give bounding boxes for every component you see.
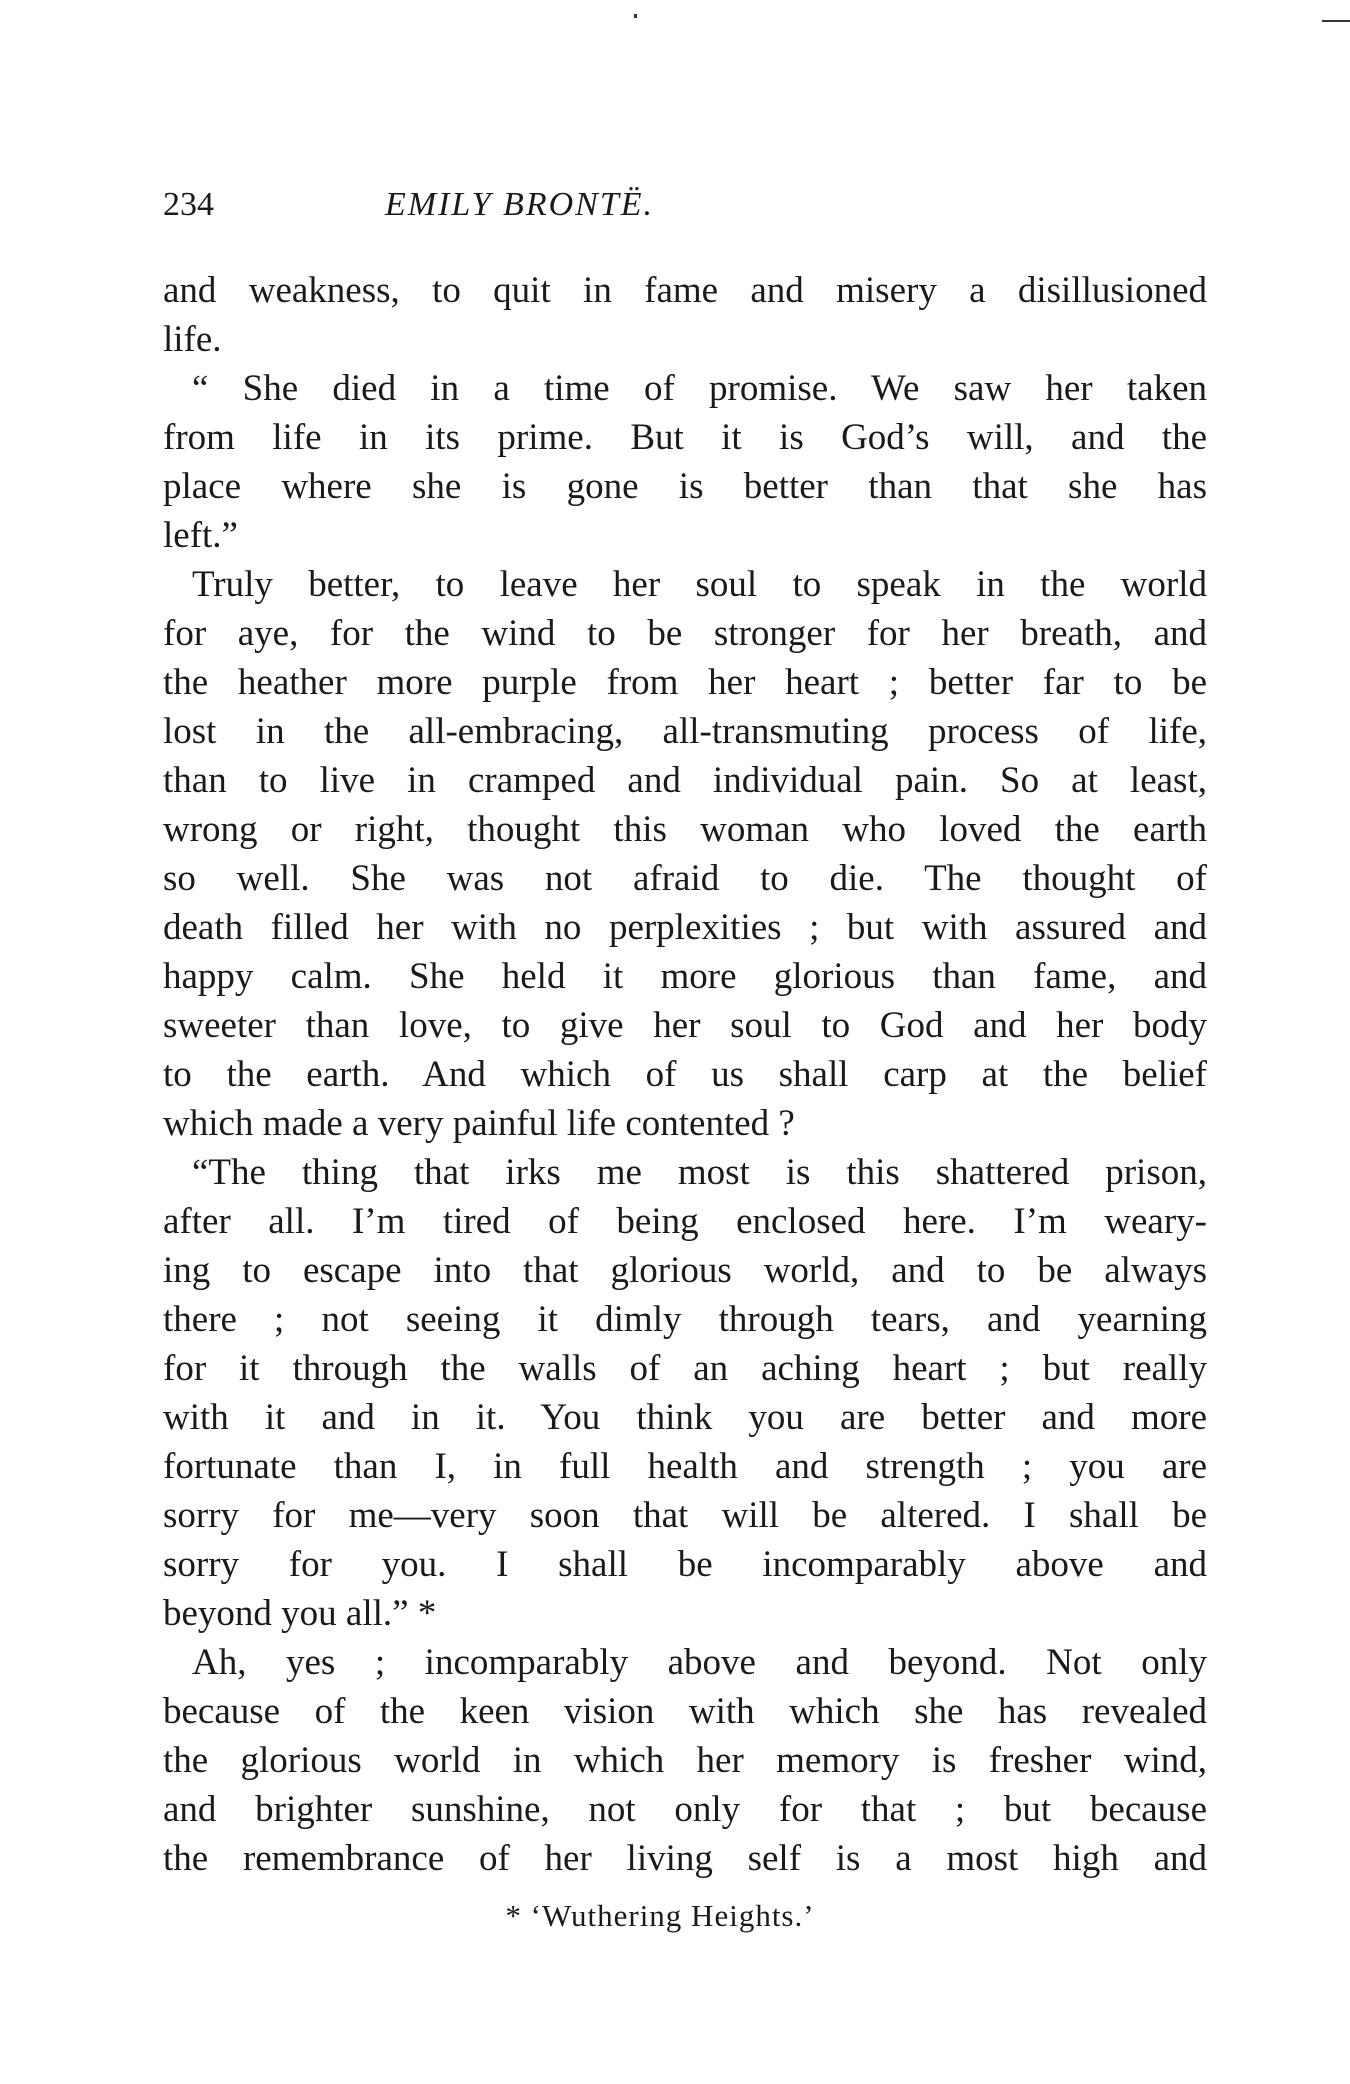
- page-number: 234: [163, 186, 214, 223]
- text-line: Truly better, to leave her soul to speak in the world: [192, 564, 1207, 605]
- text-line: there ; not seeing it dimly through tears, and yearning: [163, 1299, 1207, 1340]
- text-line: death filled her with no perplexities ; but with assured and: [163, 907, 1207, 948]
- text-line: the glorious world in which her memory is fresher wind,: [163, 1740, 1207, 1781]
- text-line: beyond you all.” *: [163, 1593, 437, 1634]
- text-line: and weakness, to quit in fame and misery a disillusioned: [163, 270, 1207, 311]
- text-line: the remembrance of her living self is a most high and: [163, 1838, 1207, 1879]
- scan-speck: [634, 14, 637, 18]
- text-line: happy calm. She held it more glorious than fame, and: [163, 956, 1207, 997]
- running-header: [163, 186, 1207, 236]
- paragraph: [163, 1638, 1207, 1883]
- text-line: for it through the walls of an aching heart ; but really: [163, 1348, 1207, 1389]
- text-line: “ She died in a time of promise. We saw her taken: [192, 368, 1207, 409]
- text-line: from life in its prime. But it is God’s will, and the: [163, 417, 1207, 458]
- text-line: after all. I’m tired of being enclosed here. I’m weary-: [163, 1201, 1207, 1242]
- text-line: for aye, for the wind to be stronger for her breath, and: [163, 613, 1207, 654]
- text-line: which made a very painful life contented ?: [163, 1103, 795, 1144]
- text-line: left.”: [163, 515, 238, 556]
- text-line: wrong or right, thought this woman who loved the earth: [163, 809, 1207, 850]
- paragraph: [163, 560, 1207, 1148]
- text-line: to the earth. And which of us shall carp at the belief: [163, 1054, 1207, 1095]
- text-line: sorry for you. I shall be incomparably above and: [163, 1544, 1207, 1585]
- text-line: ing to escape into that glorious world, and to be always: [163, 1250, 1207, 1291]
- paragraph: [163, 364, 1207, 560]
- text-line: with it and in it. You think you are better and more: [163, 1397, 1207, 1438]
- footnote-text: * ‘Wuthering Heights.’: [505, 1898, 815, 1933]
- scan-edge-mark: [1322, 20, 1350, 22]
- text-line: than to live in cramped and individual pain. So at least,: [163, 760, 1207, 801]
- paragraph: [163, 1148, 1207, 1638]
- page-body: [163, 266, 1207, 1883]
- paragraph: [163, 266, 1207, 364]
- text-line: sorry for me—very soon that will be altered. I shall be: [163, 1495, 1207, 1536]
- running-title: EMILY BRONTË.: [385, 186, 654, 223]
- text-line: lost in the all-embracing, all-transmuting process of life,: [163, 711, 1207, 752]
- text-line: life.: [163, 319, 222, 360]
- text-line: because of the keen vision with which she has revealed: [163, 1691, 1207, 1732]
- text-line: fortunate than I, in full health and strength ; you are: [163, 1446, 1207, 1487]
- text-line: the heather more purple from her heart ; better far to be: [163, 662, 1207, 703]
- text-line: and brighter sunshine, not only for that ; but because: [163, 1789, 1207, 1830]
- footnote: [0, 1898, 1350, 1934]
- text-line: sweeter than love, to give her soul to God and her body: [163, 1005, 1207, 1046]
- text-line: place where she is gone is better than that she has: [163, 466, 1207, 507]
- text-line: “The thing that irks me most is this shattered prison,: [192, 1152, 1207, 1193]
- text-line: Ah, yes ; incomparably above and beyond. Not only: [192, 1642, 1207, 1683]
- text-line: so well. She was not afraid to die. The thought of: [163, 858, 1207, 899]
